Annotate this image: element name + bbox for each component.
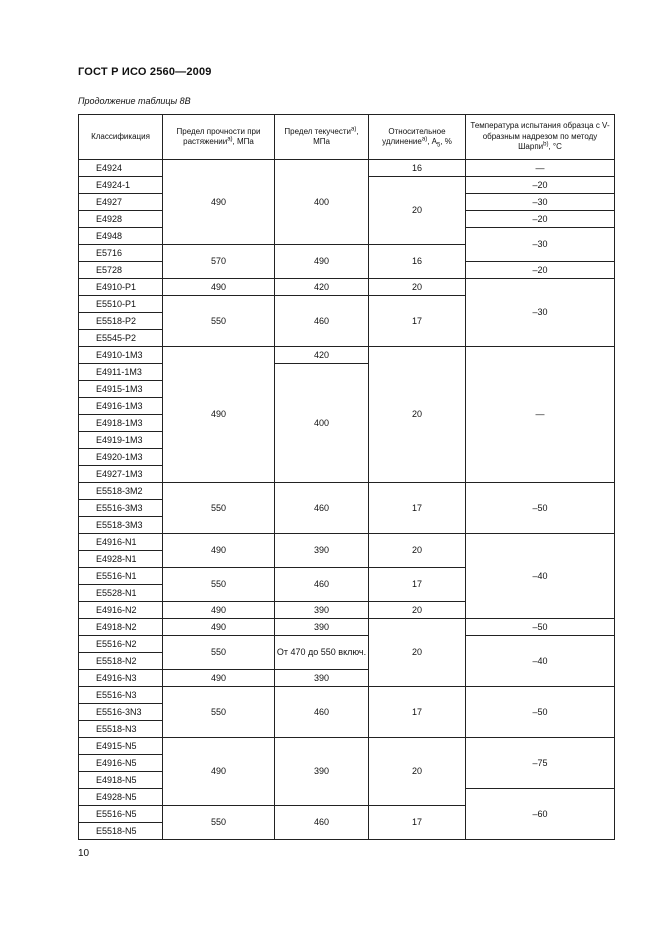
header-elongation: Относительное удлинение$^{а)}$, $A_5$, % [369,115,466,160]
classification-cell: E5516-N2 [79,636,163,653]
temperature-cell: –30 [466,279,615,347]
classification-cell: E4911-1M3 [79,364,163,381]
classification-cell: E4928 [79,211,163,228]
yield-cell: 390 [275,670,369,687]
elongation-cell: 20 [369,738,466,806]
tensile-cell: 490 [163,619,275,636]
classification-cell: E4916-N1 [79,534,163,551]
table-row [79,687,615,704]
temperature-cell: –75 [466,738,615,789]
temperature-cell: –60 [466,789,615,840]
table-caption: Продолжение таблицы 8В [78,96,191,106]
classification-cell: E5518-3M3 [79,517,163,534]
elongation-cell: 17 [369,687,466,738]
classification-cell: E4918-N5 [79,772,163,789]
tensile-cell: 550 [163,687,275,738]
yield-cell: 400 [275,160,369,245]
yield-cell: 460 [275,296,369,347]
elongation-cell: 20 [369,347,466,483]
classification-cell: E4948 [79,228,163,245]
yield-cell: 460 [275,568,369,602]
table-row [79,279,615,296]
tensile-cell: 550 [163,296,275,347]
tensile-cell: 550 [163,806,275,840]
yield-cell: 460 [275,687,369,738]
classification-cell: E4919-1M3 [79,432,163,449]
header-classification: Классификация [79,115,163,160]
tensile-cell: 550 [163,568,275,602]
temperature-cell: — [466,160,615,177]
tensile-cell: 570 [163,245,275,279]
classification-cell: E4915-N5 [79,738,163,755]
elongation-cell: 20 [369,534,466,568]
tensile-cell: 490 [163,279,275,296]
properties-table [78,114,615,840]
tensile-cell: 490 [163,347,275,483]
yield-cell: 420 [275,279,369,296]
table-row [79,534,615,551]
classification-cell: E4918-1M3 [79,415,163,432]
tensile-cell: 490 [163,670,275,687]
temperature-cell: –40 [466,534,615,619]
table-row [79,738,615,755]
elongation-cell: 20 [369,619,466,687]
classification-cell: E5716 [79,245,163,262]
table-row [79,160,615,177]
tensile-cell: 490 [163,602,275,619]
classification-cell: E4924 [79,160,163,177]
header-yield-strength: Предел текучести$^{а)}$, МПа [275,115,369,160]
temperature-cell: –20 [466,262,615,279]
elongation-cell: 16 [369,245,466,279]
classification-cell: E4920-1M3 [79,449,163,466]
table-row [79,483,615,500]
classification-cell: E4916-N3 [79,670,163,687]
tensile-cell: 550 [163,483,275,534]
temperature-cell: –30 [466,228,615,262]
classification-cell: E5516-N3 [79,687,163,704]
yield-cell: 400 [275,364,369,483]
temperature-cell: –20 [466,177,615,194]
classification-cell: E4916-N2 [79,602,163,619]
temperature-cell: –50 [466,687,615,738]
temperature-cell: –50 [466,483,615,534]
yield-cell: 390 [275,619,369,636]
yield-cell: От 470 до 550 включ. [275,636,369,670]
elongation-cell: 20 [369,177,466,245]
header-test-temperature: Температура испытания образца с V-образным надрезом по методу Шарпи$^{b)}$, °С [466,115,615,160]
classification-cell: E5518-N3 [79,721,163,738]
page-number: 10 [78,848,90,859]
temperature-cell: –40 [466,636,615,687]
elongation-cell: 17 [369,296,466,347]
classification-cell: E4924-1 [79,177,163,194]
elongation-cell: 20 [369,279,466,296]
elongation-cell: 16 [369,160,466,177]
classification-cell: E4918-N2 [79,619,163,636]
yield-cell: 420 [275,347,369,364]
elongation-cell: 17 [369,568,466,602]
classification-cell: E4928-N1 [79,551,163,568]
yield-cell: 390 [275,738,369,806]
classification-cell: E4927-1M3 [79,466,163,483]
yield-cell: 460 [275,483,369,534]
classification-cell: E5518-N2 [79,653,163,670]
classification-cell: E4928-N5 [79,789,163,806]
classification-cell: E4910-1M3 [79,347,163,364]
yield-cell: 390 [275,534,369,568]
classification-cell: E4915-1M3 [79,381,163,398]
header-tensile-strength: Предел прочности при растяжении$^{а)}$, МПа [163,115,275,160]
temperature-cell: — [466,347,615,483]
classification-cell: E5516-3N3 [79,704,163,721]
tensile-cell: 490 [163,160,275,245]
elongation-cell: 20 [369,602,466,619]
classification-cell: E5516-N5 [79,806,163,823]
temperature-cell: –20 [466,211,615,228]
yield-cell: 490 [275,245,369,279]
classification-cell: E4927 [79,194,163,211]
classification-cell: E5528-N1 [79,585,163,602]
yield-cell: 390 [275,602,369,619]
classification-cell: E5510-P1 [79,296,163,313]
tensile-cell: 550 [163,636,275,670]
elongation-cell: 17 [369,483,466,534]
classification-cell: E5518-P2 [79,313,163,330]
classification-cell: E4916-1M3 [79,398,163,415]
classification-cell: E5516-N1 [79,568,163,585]
yield-cell: 460 [275,806,369,840]
table-row [79,619,615,636]
classification-cell: E4910-P1 [79,279,163,296]
classification-cell: E5518-3M2 [79,483,163,500]
elongation-cell: 17 [369,806,466,840]
table-row [79,636,615,653]
table-row [79,347,615,364]
classification-cell: E4916-N5 [79,755,163,772]
classification-cell: E5545-P2 [79,330,163,347]
classification-cell: E5728 [79,262,163,279]
tensile-cell: 490 [163,534,275,568]
document-title: ГОСТ Р ИСО 2560—2009 [78,66,212,78]
temperature-cell: –30 [466,194,615,211]
classification-cell: E5516-3M3 [79,500,163,517]
temperature-cell: –50 [466,619,615,636]
header-row [79,115,615,160]
tensile-cell: 490 [163,738,275,806]
classification-cell: E5518-N5 [79,823,163,840]
